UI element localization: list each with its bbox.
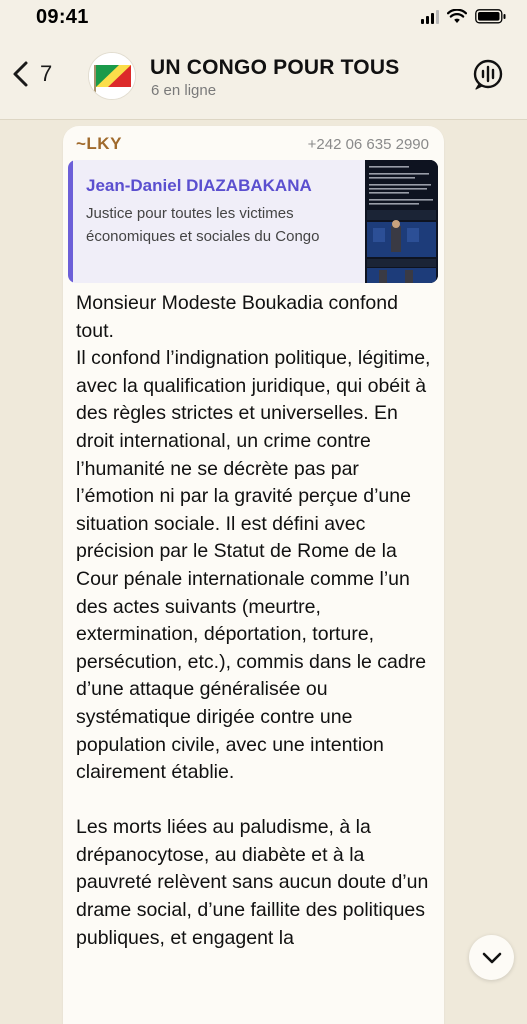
unread-count: 7	[40, 61, 53, 86]
congo-flag-icon	[89, 53, 136, 100]
quote-accent-bar	[68, 160, 73, 283]
sender-name[interactable]: ~LKY	[76, 134, 122, 153]
group-title[interactable]: UN CONGO POUR TOUS	[150, 56, 400, 79]
battery-icon	[475, 9, 507, 24]
chevron-down-icon	[482, 952, 502, 964]
chat-header	[0, 36, 527, 120]
status-icons	[421, 9, 507, 24]
quote-thumbnail	[365, 160, 438, 283]
quote-text: Justice pour toutes les victimes économiques et sociales du Congo	[86, 205, 320, 245]
status-time: 09:41	[36, 6, 89, 28]
group-avatar[interactable]	[88, 52, 136, 100]
voice-chat-icon	[471, 58, 505, 92]
scroll-down-button[interactable]	[469, 935, 514, 980]
online-status: 6 en ligne	[151, 82, 217, 99]
signal-icon	[421, 10, 439, 24]
quote-author: Jean-Daniel DIAZABAKANA	[86, 176, 312, 195]
wifi-icon	[447, 9, 467, 24]
message-text: Monsieur Modeste Boukadia confond tout. Il confond l’indignation politique, légitime, avec la qualification juridique, qui obéit à des règles strictes et universelles. En droit international, un crime contre l’humanité ne se décrète pas par l’émotion ni par la gravité perçue d’une situation sociale. Il est défini avec précision par le Statut de Rome de la Cour pénale internationale comme l’un des actes suivants (meurtre, extermination, déportation, torture, persécution, etc.), commis dans le cadre d’une attaque généralisée ou systématique dirigée contre une population civile, avec une intention clairement établie. Les morts liées au paludisme, à la drépanocytose, au diabète et à la pauvreté relèvent sans aucun doute d’un drame social, d’une faillite des politiques publiques, et engagent la	[76, 292, 431, 949]
quoted-message[interactable]	[68, 160, 438, 283]
chevron-left-icon	[10, 60, 30, 88]
back-button[interactable]	[10, 60, 52, 88]
voice-chat-button[interactable]	[471, 58, 505, 92]
status-bar	[0, 0, 527, 36]
message-bubble[interactable]	[63, 126, 444, 1024]
sender-phone: +242 06 635 2990	[307, 136, 429, 153]
